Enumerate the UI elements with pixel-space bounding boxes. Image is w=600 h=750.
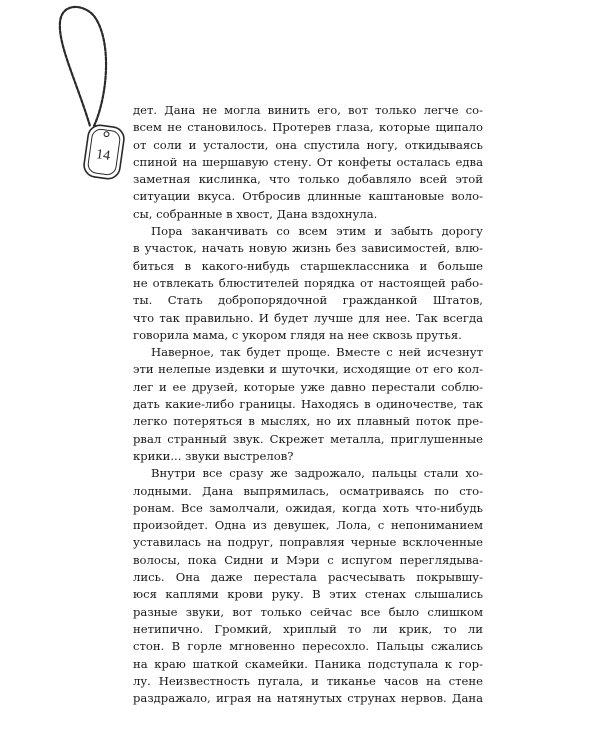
text-line: спиной на шершавую стену. От конфеты осталась едва (133, 154, 483, 169)
text-line: лег и ее друзей, которые уже давно перестали соблю- (133, 379, 483, 394)
text-line: лу. Неизвестность пугала, и тиканье часов на стене (133, 673, 483, 688)
text-line: Наверное, так будет проще. Вместе с ней исчезнут (151, 345, 483, 360)
text-line: заметная кислинка, что только добавляло всей этой (133, 172, 483, 187)
text-line: ситуации вкуса. Отбросив длинные каштановые воло- (133, 189, 483, 204)
page-number: 14 (95, 147, 112, 164)
text-line: крики... звуки выстрелов? (133, 448, 294, 463)
text-line: всем не становилось. Протерев глаза, которые щипало (133, 120, 483, 135)
text-line: дет. Дана не могла винить его, вот только легче со- (133, 103, 483, 117)
text-line: произойдет. Одна из девушек, Лола, с непониманием (133, 518, 483, 533)
paragraph (133, 465, 483, 707)
text-line: что так правильно. И будет лучше для нее. Так всегда (133, 310, 483, 325)
text-line: Внутри все сразу же задрожало, пальцы стали хо- (151, 466, 483, 481)
text-line: раздражало, играя на натянутых струнах нервов. Дана (133, 691, 483, 706)
text-line: говорила мама, с укором глядя на нее сквозь прутья. (133, 327, 462, 342)
chain-icon (60, 7, 106, 126)
paragraph (133, 223, 483, 344)
dog-tag-on-chain-icon (0, 0, 140, 200)
text-line: рвал странный звук. Скрежет металла, приглушенные (133, 431, 483, 446)
text-line: в участок, начать новую жизнь без зависимостей, влю- (133, 241, 483, 256)
text-line: от соли и усталости, она спустила ногу, откидываясь (133, 137, 483, 152)
text-line: ты. Стать добропорядочной гражданкой Штатов, (133, 293, 483, 308)
paragraph (133, 102, 483, 223)
text-line: лодными. Дана выпрямилась, осматриваясь по сто- (133, 483, 483, 498)
text-line: эти нелепые издевки и шуточки, исходящие от его кол- (133, 362, 483, 377)
text-line: нетипично. Громкий, хриплый то ли крик, то ли (133, 621, 483, 636)
text-line: разные звуки, вот только сейчас все было слишком (133, 604, 483, 619)
text-line: дать какие-либо границы. Находясь в одиночестве, так (133, 397, 483, 412)
text-line: на краю шаткой скамейки. Паника подступала к гор- (133, 656, 483, 671)
text-line: сы, собранные в хвост, Дана вздохнула. (133, 206, 378, 221)
text-line: биться в какого-нибудь старшеклассника и больше (133, 258, 483, 273)
text-line: уставилась на подруг, поправляя черные всклоченные (133, 535, 483, 550)
text-line: волосы, пока Сидни и Мэри с испугом переглядыва- (133, 552, 483, 567)
text-line: лись. Она даже перестала расчесывать покрывшу- (133, 570, 483, 585)
text-line: ронам. Все замолчали, ожидая, когда хоть что-нибудь (133, 500, 483, 515)
text-line: легко потеряться в мыслях, но их плавный поток пре- (133, 414, 483, 429)
text-line: Пора заканчивать со всем этим и забыть дорогу (151, 224, 483, 239)
text-line: стон. В горле мгновенно пересохло. Пальцы сжались (133, 639, 483, 654)
text-line: юся каплями крови руку. В этих стенах слышались (133, 587, 483, 602)
body-text (133, 102, 483, 707)
paragraph (133, 344, 483, 465)
text-line: не отвлекать блюстителей порядка от настоящей рабо- (133, 275, 483, 290)
